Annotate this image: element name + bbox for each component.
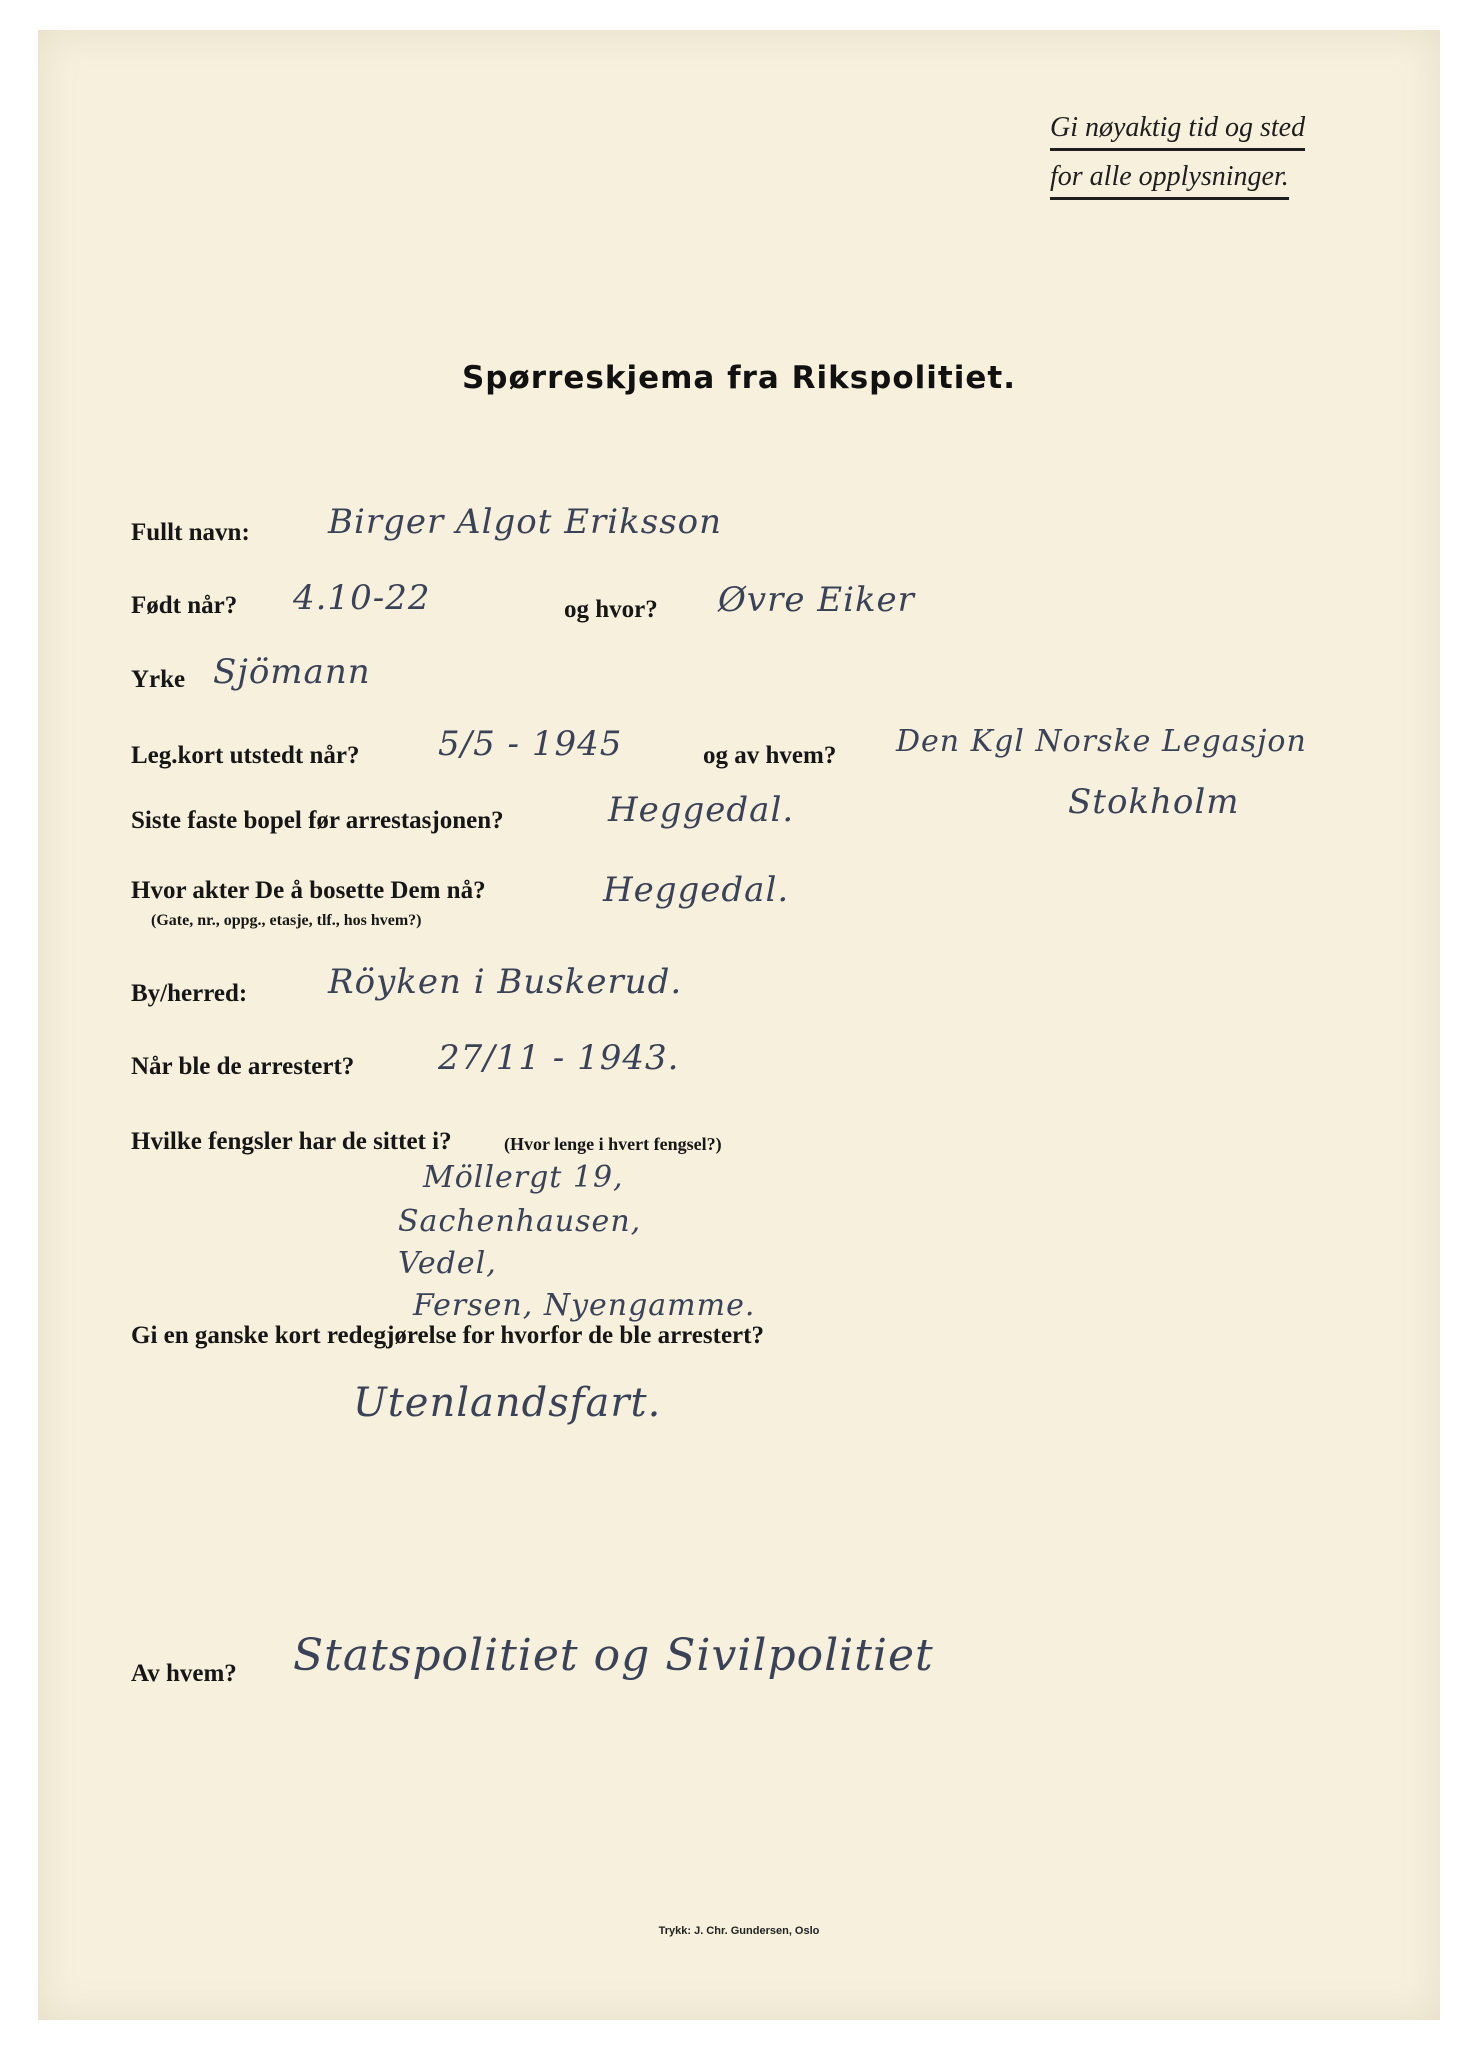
- full-name-label: Fullt navn:: [131, 519, 250, 546]
- last-residence-value: Heggedal.: [608, 790, 795, 830]
- printer-imprint: Trykk: J. Chr. Gundersen, Oslo: [658, 1925, 820, 1937]
- form-sheet: [38, 30, 1440, 2020]
- instruction-notice: [1050, 112, 1350, 210]
- settle-where-sublabel: (Gate, nr., oppg., etasje, tlf., hos hvem?): [151, 912, 422, 929]
- id-issued-by-value: Den Kgl Norske Legasjon: [896, 724, 1307, 759]
- born-when-value: 4.10-22: [293, 578, 431, 618]
- prison-entry: Fersen, Nyengamme.: [413, 1288, 756, 1323]
- settle-where-label: Hvor akter De å bosette Dem nå?: [131, 877, 486, 904]
- reason-label: Gi en ganske kort redegjørelse for hvorfor de ble arrestert?: [131, 1322, 764, 1349]
- form-title: Spørreskjema fra Rikspolitiet.: [461, 360, 1016, 396]
- arrested-when-label: Når ble de arrestert?: [131, 1053, 355, 1080]
- id-issued-when-label: Leg.kort utstedt når?: [131, 742, 360, 769]
- id-issued-by-value-2: Stokholm: [1068, 782, 1240, 822]
- prisons-label: Hvilke fengsler har de sittet i?: [131, 1128, 452, 1155]
- prisons-sublabel: (Hvor lenge i hvert fengsel?): [504, 1134, 722, 1154]
- arrested-by-value: Statspolitiet og Sivilpolitiet: [293, 1630, 934, 1681]
- full-name-value: Birger Algot Eriksson: [328, 502, 723, 542]
- occupation-value: Sjömann: [213, 652, 371, 692]
- municipality-label: By/herred:: [131, 980, 248, 1007]
- born-when-label: Født når?: [131, 592, 238, 619]
- prison-entry: Möllergt 19,: [423, 1160, 624, 1195]
- arrested-when-value: 27/11 - 1943.: [438, 1038, 680, 1078]
- occupation-label: Yrke: [131, 666, 186, 693]
- reason-value: Utenlandsfart.: [353, 1380, 662, 1426]
- settle-where-value: Heggedal.: [603, 870, 790, 910]
- notice-line-2: for alle opplysninger.: [1050, 161, 1289, 200]
- id-issued-when-value: 5/5 - 1945: [438, 724, 623, 764]
- prison-entry: Sachenhausen,: [398, 1204, 642, 1239]
- id-issued-by-label: og av hvem?: [703, 742, 837, 769]
- prison-entry: Vedel,: [398, 1246, 497, 1281]
- last-residence-label: Siste faste bopel før arrestasjonen?: [131, 807, 504, 834]
- notice-line-1: Gi nøyaktig tid og sted: [1050, 112, 1305, 151]
- arrested-by-label: Av hvem?: [131, 1660, 237, 1687]
- municipality-value: Röyken i Buskerud.: [328, 962, 683, 1002]
- born-where-label: og hvor?: [564, 596, 658, 623]
- born-where-value: Øvre Eiker: [718, 580, 915, 620]
